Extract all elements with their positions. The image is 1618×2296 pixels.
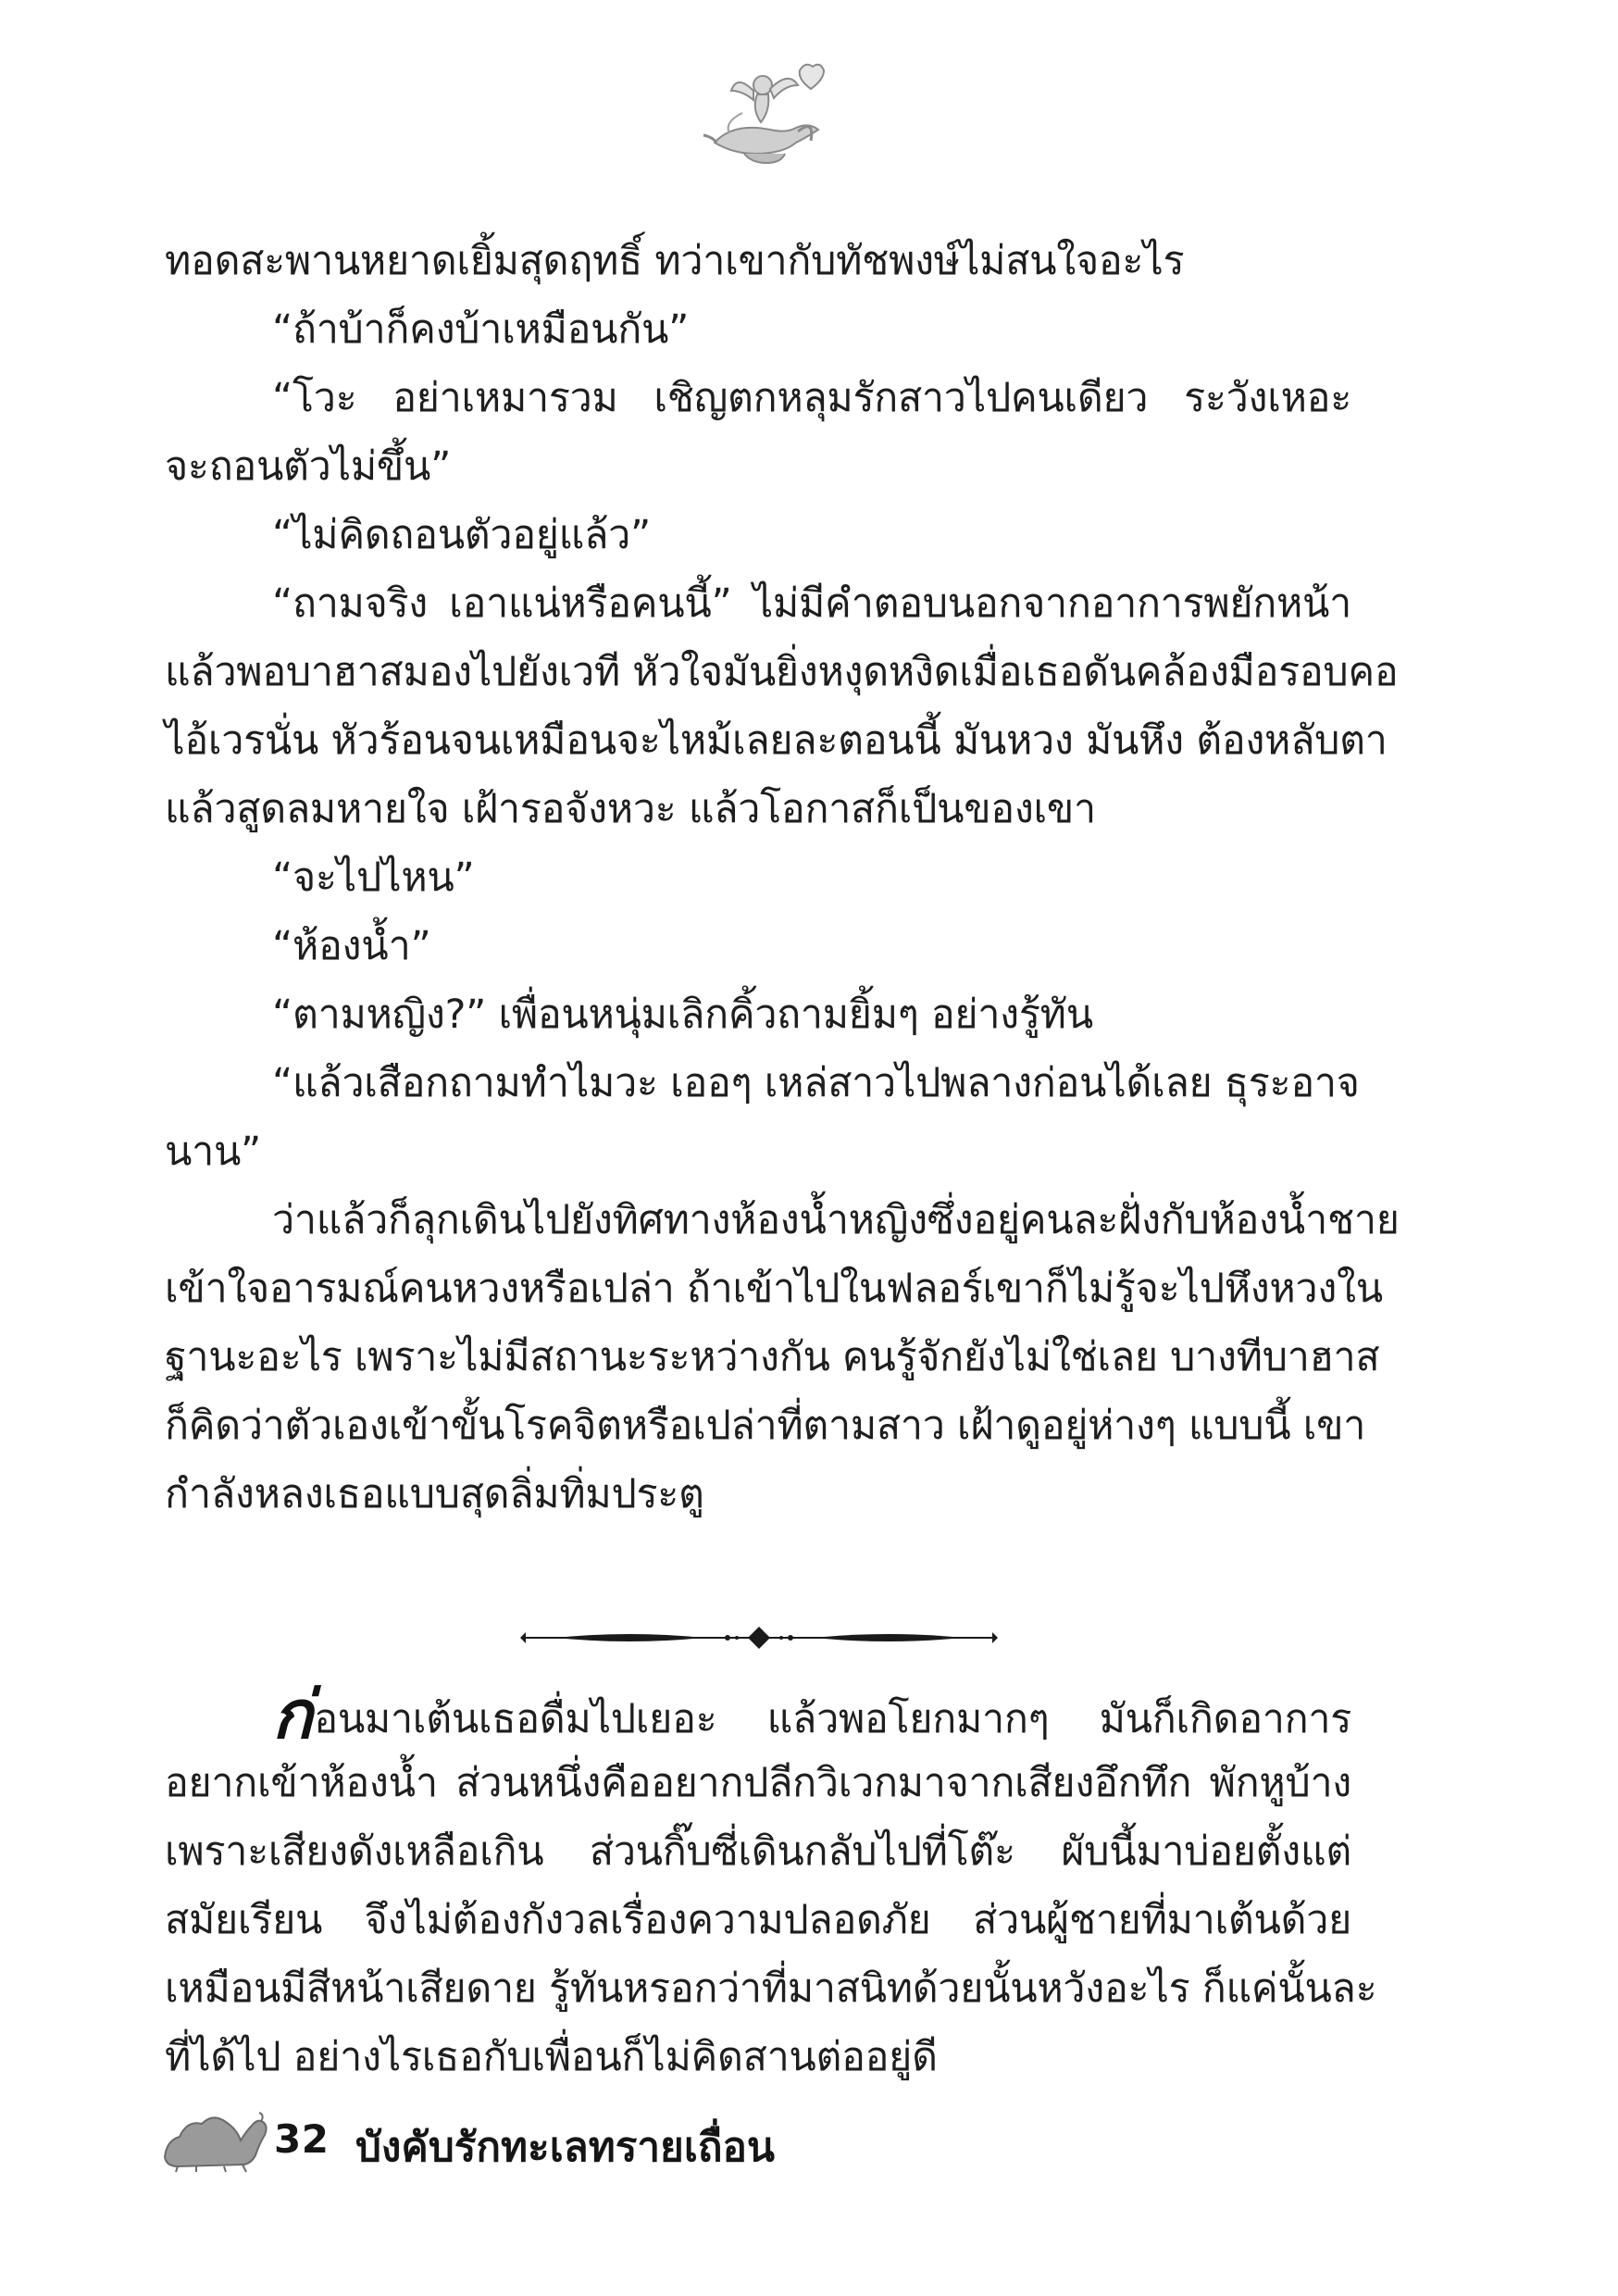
text-line: ไอ้เวรนั่น หัวร้อนจนเหมือนจะไหม้เลยละตอนนี้ มันหวง มันหึง ต้องหลับตา xyxy=(165,718,1388,764)
text-line: ทอดสะพานหยาดเยิ้มสุดฤทธิ์ ทว่าเขากับทัชพงษ์ไม่สนใจอะไร xyxy=(165,238,1185,284)
text-line: ว่าแล้วก็ลุกเดินไปยังทิศทางห้องน้ำหญิงซึ่งอยู่คนละฝั่งกับห้องน้ำชาย xyxy=(272,1197,1400,1243)
text-line: “โวะ อย่าเหมารวม เชิญตกหลุมรักสาวไปคนเดียว ระวังเหอะ xyxy=(272,375,1351,421)
text-line: นาน” xyxy=(165,1129,262,1175)
text-line: “ถามจริง เอาแน่หรือคนนี้” ไม่มีคำตอบนอกจากอาการพยักหน้า xyxy=(272,580,1351,627)
text-line: “ห้องน้ำ” xyxy=(272,923,431,969)
text-line-dropcap xyxy=(272,1676,1351,1753)
section-divider-ornament xyxy=(518,1622,1000,1653)
text-line: “ตามหญิง?” เพื่อนหนุ่มเลิกคิ้วถามยิ้มๆ อย่างรู้ทัน xyxy=(272,992,1093,1038)
text-line: “จะไปไหน” xyxy=(272,855,475,901)
drop-cap: ก่ xyxy=(272,1676,313,1753)
text-line: “แล้วเสือกถามทำไมวะ เออๆ เหล่สาวไปพลางก่อนได้เลย ธุระอาจ xyxy=(272,1060,1360,1106)
text-line: ที่ได้ไป อย่างไรเธอกับเพื่อนก็ไม่คิดสานต่ออยู่ดี xyxy=(165,2034,938,2080)
text-line: แล้วสูดลมหายใจ เฝ้ารอจังหวะ แล้วโอกาสก็เป็นของเขา xyxy=(165,786,1096,832)
text-line: “ไม่คิดถอนตัวอยู่แล้ว” xyxy=(272,512,651,558)
text-line: กำลังหลงเธอแบบสุดลิ่มทิ่มประตู xyxy=(165,1471,704,1517)
text-line: จะถอนตัวไม่ขึ้น” xyxy=(165,443,452,490)
text-line: สมัยเรียน จึงไม่ต้องกังวลเรื่องความปลอดภัย ส่วนผู้ชายที่มาเต้นด้วย xyxy=(165,1897,1351,1943)
book-title: บังคับรักทะเลทรายเถื่อน xyxy=(355,2124,775,2171)
text-line: อนมาเต้นเธอดื่มไปเยอะ แล้วพอโยกมากๆ มันก็เกิดอาการ xyxy=(314,1696,1351,1742)
text-line: “ถ้าบ้าก็คงบ้าเหมือนกัน” xyxy=(272,306,690,353)
text-line: แล้วพอบาฮาสมองไปยังเวที หัวใจมันยิ่งหงุดหงิดเมื่อเธอดันคล้องมือรอบคอ xyxy=(165,649,1399,695)
text-line: เข้าใจอารมณ์คนหวงหรือเปล่า ถ้าเข้าไปในฟลอร์เขาก็ไม่รู้จะไปหึงหวงใน xyxy=(165,1266,1383,1312)
text-line: เหมือนมีสีหน้าเสียดาย รู้ทันหรอกว่าที่มาสนิทด้วยนั้นหวังอะไร ก็แค่นั้นละ xyxy=(165,1965,1377,2012)
text-line: อยากเข้าห้องน้ำ ส่วนหนึ่งคืออยากปลีกวิเวกมาจากเสียงอึกทึก พักหูบ้าง xyxy=(165,1760,1351,1806)
text-line: เพราะเสียงดังเหลือเกิน ส่วนกิ๊บซี่เดินกลับไปที่โต๊ะ ผับนี้มาบ่อยตั้งแต่ xyxy=(165,1828,1351,1875)
text-line: ก็คิดว่าตัวเองเข้าขั้นโรคจิตหรือเปล่าที่ตามสาว เฝ้าดูอยู่ห่างๆ แบบนี้ เขา xyxy=(165,1403,1366,1449)
page-number: 32 xyxy=(274,2116,330,2162)
page-footer xyxy=(159,2103,900,2177)
camel-icon xyxy=(159,2103,272,2174)
text-line: ฐานะอะไร เพราะไม่มีสถานะระหว่างกัน คนรู้จักยังไม่ใช่เลย บางทีบาฮาส xyxy=(165,1334,1380,1380)
genie-lamp-icon xyxy=(696,57,835,168)
